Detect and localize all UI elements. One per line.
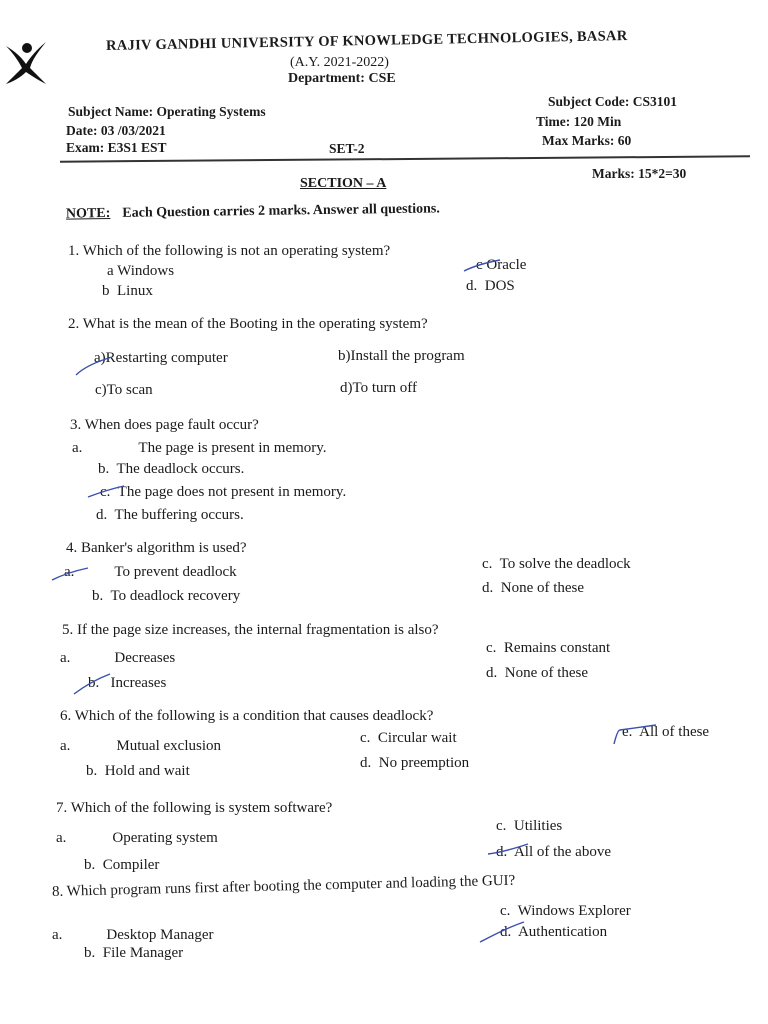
option-d: d. All of the above [496,844,611,860]
option-b: b)Install the program [338,348,465,364]
department: Department: CSE [288,71,396,86]
question-text: 5. If the page size increases, the internal fragmentation is also? [62,622,439,638]
university-name: RAJIV GANDHI UNIVERSITY OF KNOWLEDGE TECHNOLOGIES, BASAR [105,27,628,55]
option-a: a. Operating system [56,830,218,846]
question-text: 2. What is the mean of the Booting in the operating system? [68,316,428,332]
university-logo-icon [2,38,50,86]
subject-code: Subject Code: CS3101 [548,94,678,109]
option-a: a Windows [107,263,175,279]
option-d: d. DOS [466,278,515,294]
exam-date: Date: 03 /03/2021 [66,123,166,138]
option-b: b Linux [102,283,153,299]
question-text: 3. When does page fault occur? [70,417,259,433]
note-text: Each Question carries 2 marks. Answer all questions. [122,201,440,221]
question-text: 6. Which of the following is a condition that causes deadlock? [60,708,434,724]
option-d: d. None of these [486,665,589,681]
option-b: b. Increases [88,675,167,691]
exam-code: Exam: E3S1 EST [66,140,167,155]
option-b: b. Hold and wait [86,763,190,779]
option-a: a)Restarting computer [94,350,228,366]
max-marks: Max Marks: 60 [542,133,632,148]
option-c: c. The page does not present in memory. [100,484,347,500]
option-a: a. Mutual exclusion [60,738,221,754]
exam-time: Time: 120 Min [536,114,622,129]
option-c: c Oracle [476,257,527,273]
section-title: SECTION – A [300,176,387,191]
question-text: 4. Banker's algorithm is used? [66,540,247,556]
option-c: c)To scan [95,382,153,398]
option-d: d)To turn off [340,380,417,396]
option-a: a. Desktop Manager [52,927,214,943]
instructions-note [66,201,440,222]
option-b: b. File Manager [84,945,184,961]
exam-set: SET-2 [329,141,365,156]
option-e: e. All of these [622,724,710,740]
option-d: d. No preemption [360,755,470,771]
option-a: a. To prevent deadlock [64,564,237,580]
option-c: c. Windows Explorer [500,903,631,919]
option-c: c. Circular wait [360,730,457,746]
option-c: c. To solve the deadlock [482,556,631,572]
question-text: 7. Which of the following is system software? [56,800,333,816]
option-d: d. None of these [482,580,585,596]
option-c: c. Remains constant [486,640,611,656]
option-d: d. Authentication [500,924,608,940]
option-a: a. The page is present in memory. [72,440,327,456]
question-text: 1. Which of the following is not an operating system? [68,243,391,259]
note-label: NOTE: [65,205,111,222]
option-b: b. To deadlock recovery [92,588,241,604]
academic-year: (A.Y. 2021-2022) [290,55,389,70]
question-text: 8. Which program runs first after booting the computer and loading the GUI? [51,872,516,900]
option-a: a. Decreases [60,650,176,666]
option-b: b. Compiler [84,857,160,873]
option-d: d. The buffering occurs. [96,507,244,523]
option-b: b. The deadlock occurs. [98,461,245,477]
option-c: c. Utilities [496,818,563,834]
subject-name: Subject Name: Operating Systems [68,104,266,119]
section-marks: Marks: 15*2=30 [592,166,687,181]
header-divider [60,155,750,162]
